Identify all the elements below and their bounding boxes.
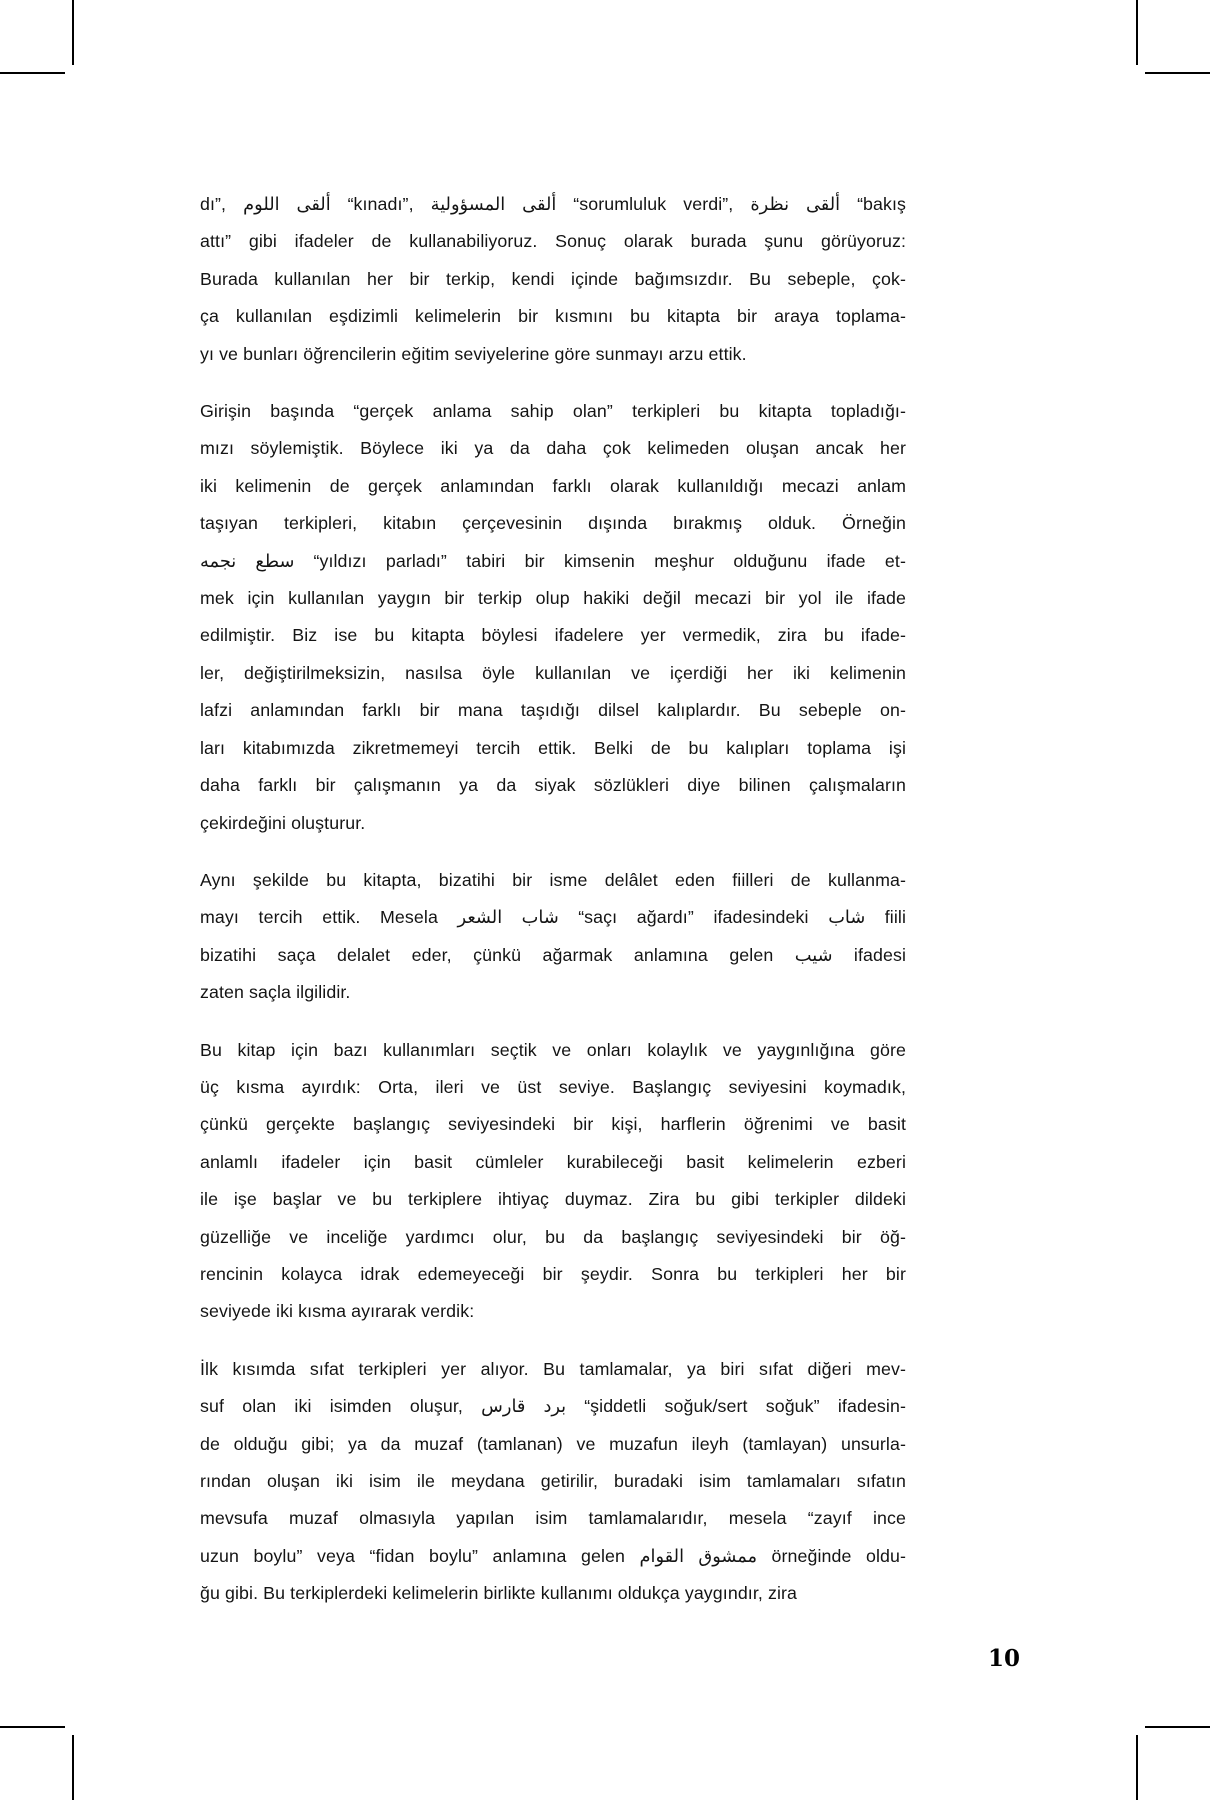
paragraph-figurative-expressions [200,393,906,842]
text-line: bizatihi saça delalet eder, çünkü ağarmak anlamına gelen شيب ifadesi [200,944,906,965]
text-line: ile işe başlar ve bu terkiplere ihtiyaç duymaz. Zira bu gibi terkipler dildeki [200,1189,906,1210]
crop-mark-top-right-horizontal [1145,72,1210,74]
crop-mark-top-left-vertical [72,0,74,65]
text-line: çekirdeğini oluşturur. [200,812,366,833]
text-line: taşıyan terkipleri, kitabın çerçevesinin dışında bırakmış olduk. Örneğin [200,513,906,534]
text-line: Bu kitap için bazı kullanımları seçtik ve onları kolaylık ve yaygınlığına göre [200,1039,906,1060]
crop-mark-top-left-horizontal [0,72,65,74]
text-line: Girişin başında “gerçek anlama sahip olan” terkipleri bu kitapta topladığı- [200,401,906,422]
paragraph-collocations-intro [200,186,906,373]
crop-mark-bottom-left-vertical [72,1735,74,1800]
paragraph-level-classification [200,1032,906,1331]
text-line: mevsufa muzaf olmasıyla yapılan isim tamlamalarıdır, mesela “zayıf ince [200,1508,906,1529]
text-line: سطع نجمه “yıldızı parladı” tabiri bir kimsenin meşhur olduğunu ifade et- [200,550,906,571]
text-line: üç kısma ayırdık: Orta, ileri ve üst seviye. Başlangıç seviyesini koymadık, [200,1076,906,1097]
text-line: çünkü gerçekte başlangıç seviyesindeki bir kişi, harflerin öğrenimi ve basit [200,1114,906,1135]
paragraph-verbs-implying-nouns [200,862,906,1012]
crop-mark-top-right-vertical [1136,0,1138,65]
text-line: Burada kullanılan her bir terkip, kendi içinde bağımsızdır. Bu sebeple, çok- [200,268,906,289]
text-line: ğu gibi. Bu terkiplerdeki kelimelerin birlikte kullanımı oldukça yaygındır, zira [200,1583,798,1604]
text-block [200,186,906,1633]
text-line: suf olan iki isimden oluşur, برد قارس “şiddetli soğuk/sert soğuk” ifadesin- [200,1396,906,1417]
page-number: 10 [987,1645,1020,1672]
text-line: uzun boylu” veya “fidan boylu” anlamına gelen ممشوق القوام örneğinde oldu- [200,1545,907,1566]
text-line: ler, değiştirilmeksizin, nasılsa öyle kullanılan ve içerdiği her iki kelimenin [200,662,906,683]
text-line: daha farklı bir çalışmanın ya da siyak sözlükleri diye bilinen çalışmaların [200,775,906,796]
text-line: de olduğu gibi; ya da muzaf (tamlanan) ve muzafun ileyh (tamlayan) unsurla- [200,1433,906,1454]
text-line: ça kullanılan eşdizimli kelimelerin bir kısmını bu kitapta bir araya toplama- [200,306,906,327]
text-line: ları kitabımızda zikretmemeyi tercih ettik. Belki de bu kalıpları toplama işi [200,737,906,758]
text-line: lafzi anlamından farklı bir mana taşıdığı dilsel kalıplardır. Bu sebeple on- [200,700,906,721]
text-line: rencinin kolayca idrak edemeyeceği bir şeydir. Sonra bu terkipleri her bir [200,1263,906,1284]
text-line: seviyede iki kısma ayırarak verdik: [200,1301,475,1322]
crop-mark-bottom-right-vertical [1136,1735,1138,1800]
text-line: anlamlı ifadeler için basit cümleler kurabileceği basit kelimelerin ezberi [200,1151,906,1172]
paragraph-adjective-compounds [200,1351,906,1613]
text-line: mayı tercih ettik. Mesela شاب الشعر “saçı ağardı” ifadesindeki شاب fiili [200,907,907,928]
text-line: dı”, ألقى اللوم “kınadı”, ألقى المسؤولية “sorumluluk verdi”, ألقى نظرة “bakış [200,194,906,214]
text-line: İlk kısımda sıfat terkipleri yer alıyor. Bu tamlamalar, ya biri sıfat diğeri mev- [200,1358,906,1379]
crop-mark-bottom-left-horizontal [0,1726,65,1728]
text-line: iki kelimenin de gerçek anlamından farklı olarak kullanıldığı mecazi anlam [200,475,906,496]
text-line: rından oluşan iki isim ile meydana getirilir, buradaki isim tamlamaları sıfatın [200,1471,906,1491]
text-line: güzelliğe ve inceliğe yardımcı olur, bu da başlangıç seviyesindeki bir öğ- [200,1226,906,1247]
text-line: mızı söylemiştik. Böylece iki ya da daha çok kelimeden oluşan ancak her [200,438,906,459]
crop-mark-bottom-right-horizontal [1145,1726,1210,1728]
text-line: zaten saçla ilgilidir. [200,982,351,1003]
text-line: edilmiştir. Biz ise bu kitapta böylesi ifadelere yer vermedik, zira bu ifade- [200,625,906,646]
text-line: Aynı şekilde bu kitapta, bizatihi bir isme delâlet eden fiilleri de kullanma- [200,869,906,890]
text-line: mek için kullanılan yaygın bir terkip olup hakiki değil mecazi bir yol ile ifade [200,588,906,609]
text-line: yı ve bunları öğrencilerin eğitim seviyelerine göre sunmayı arzu ettik. [200,343,747,364]
text-line: attı” gibi ifadeler de kullanabiliyoruz. Sonuç olarak burada şunu görüyoruz: [200,231,906,252]
